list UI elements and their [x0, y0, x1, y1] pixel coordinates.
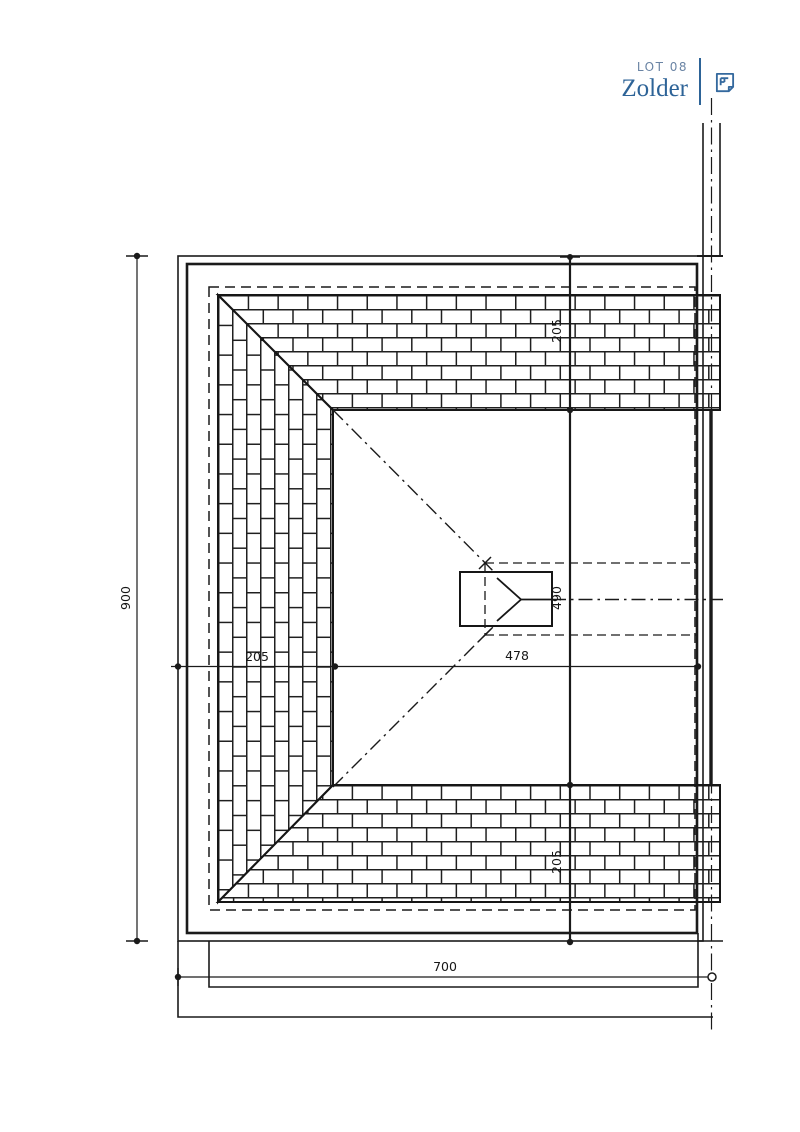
dim-label-900: 900: [118, 586, 133, 610]
hip-line-top: [333, 410, 521, 599]
dim-label-478: 478: [505, 648, 529, 663]
sheet-title: Zolder: [621, 74, 688, 102]
dimension-overall-height: [118, 253, 148, 944]
dim-label-205-bottom: 205: [549, 850, 564, 874]
dimension-overall-width: [175, 959, 716, 986]
dim-label-205-left: 205: [245, 649, 269, 664]
dim-label-205-top: 205: [549, 319, 564, 343]
hip-line-bottom: [333, 599, 521, 787]
dim-label-700: 700: [433, 959, 457, 974]
lower-structure: [178, 933, 723, 1017]
dim-label-490: 490: [549, 586, 564, 610]
lot-label: LOT 08: [636, 60, 688, 75]
chimney: [460, 572, 552, 626]
dimension-horizontal-chain: [171, 648, 701, 670]
